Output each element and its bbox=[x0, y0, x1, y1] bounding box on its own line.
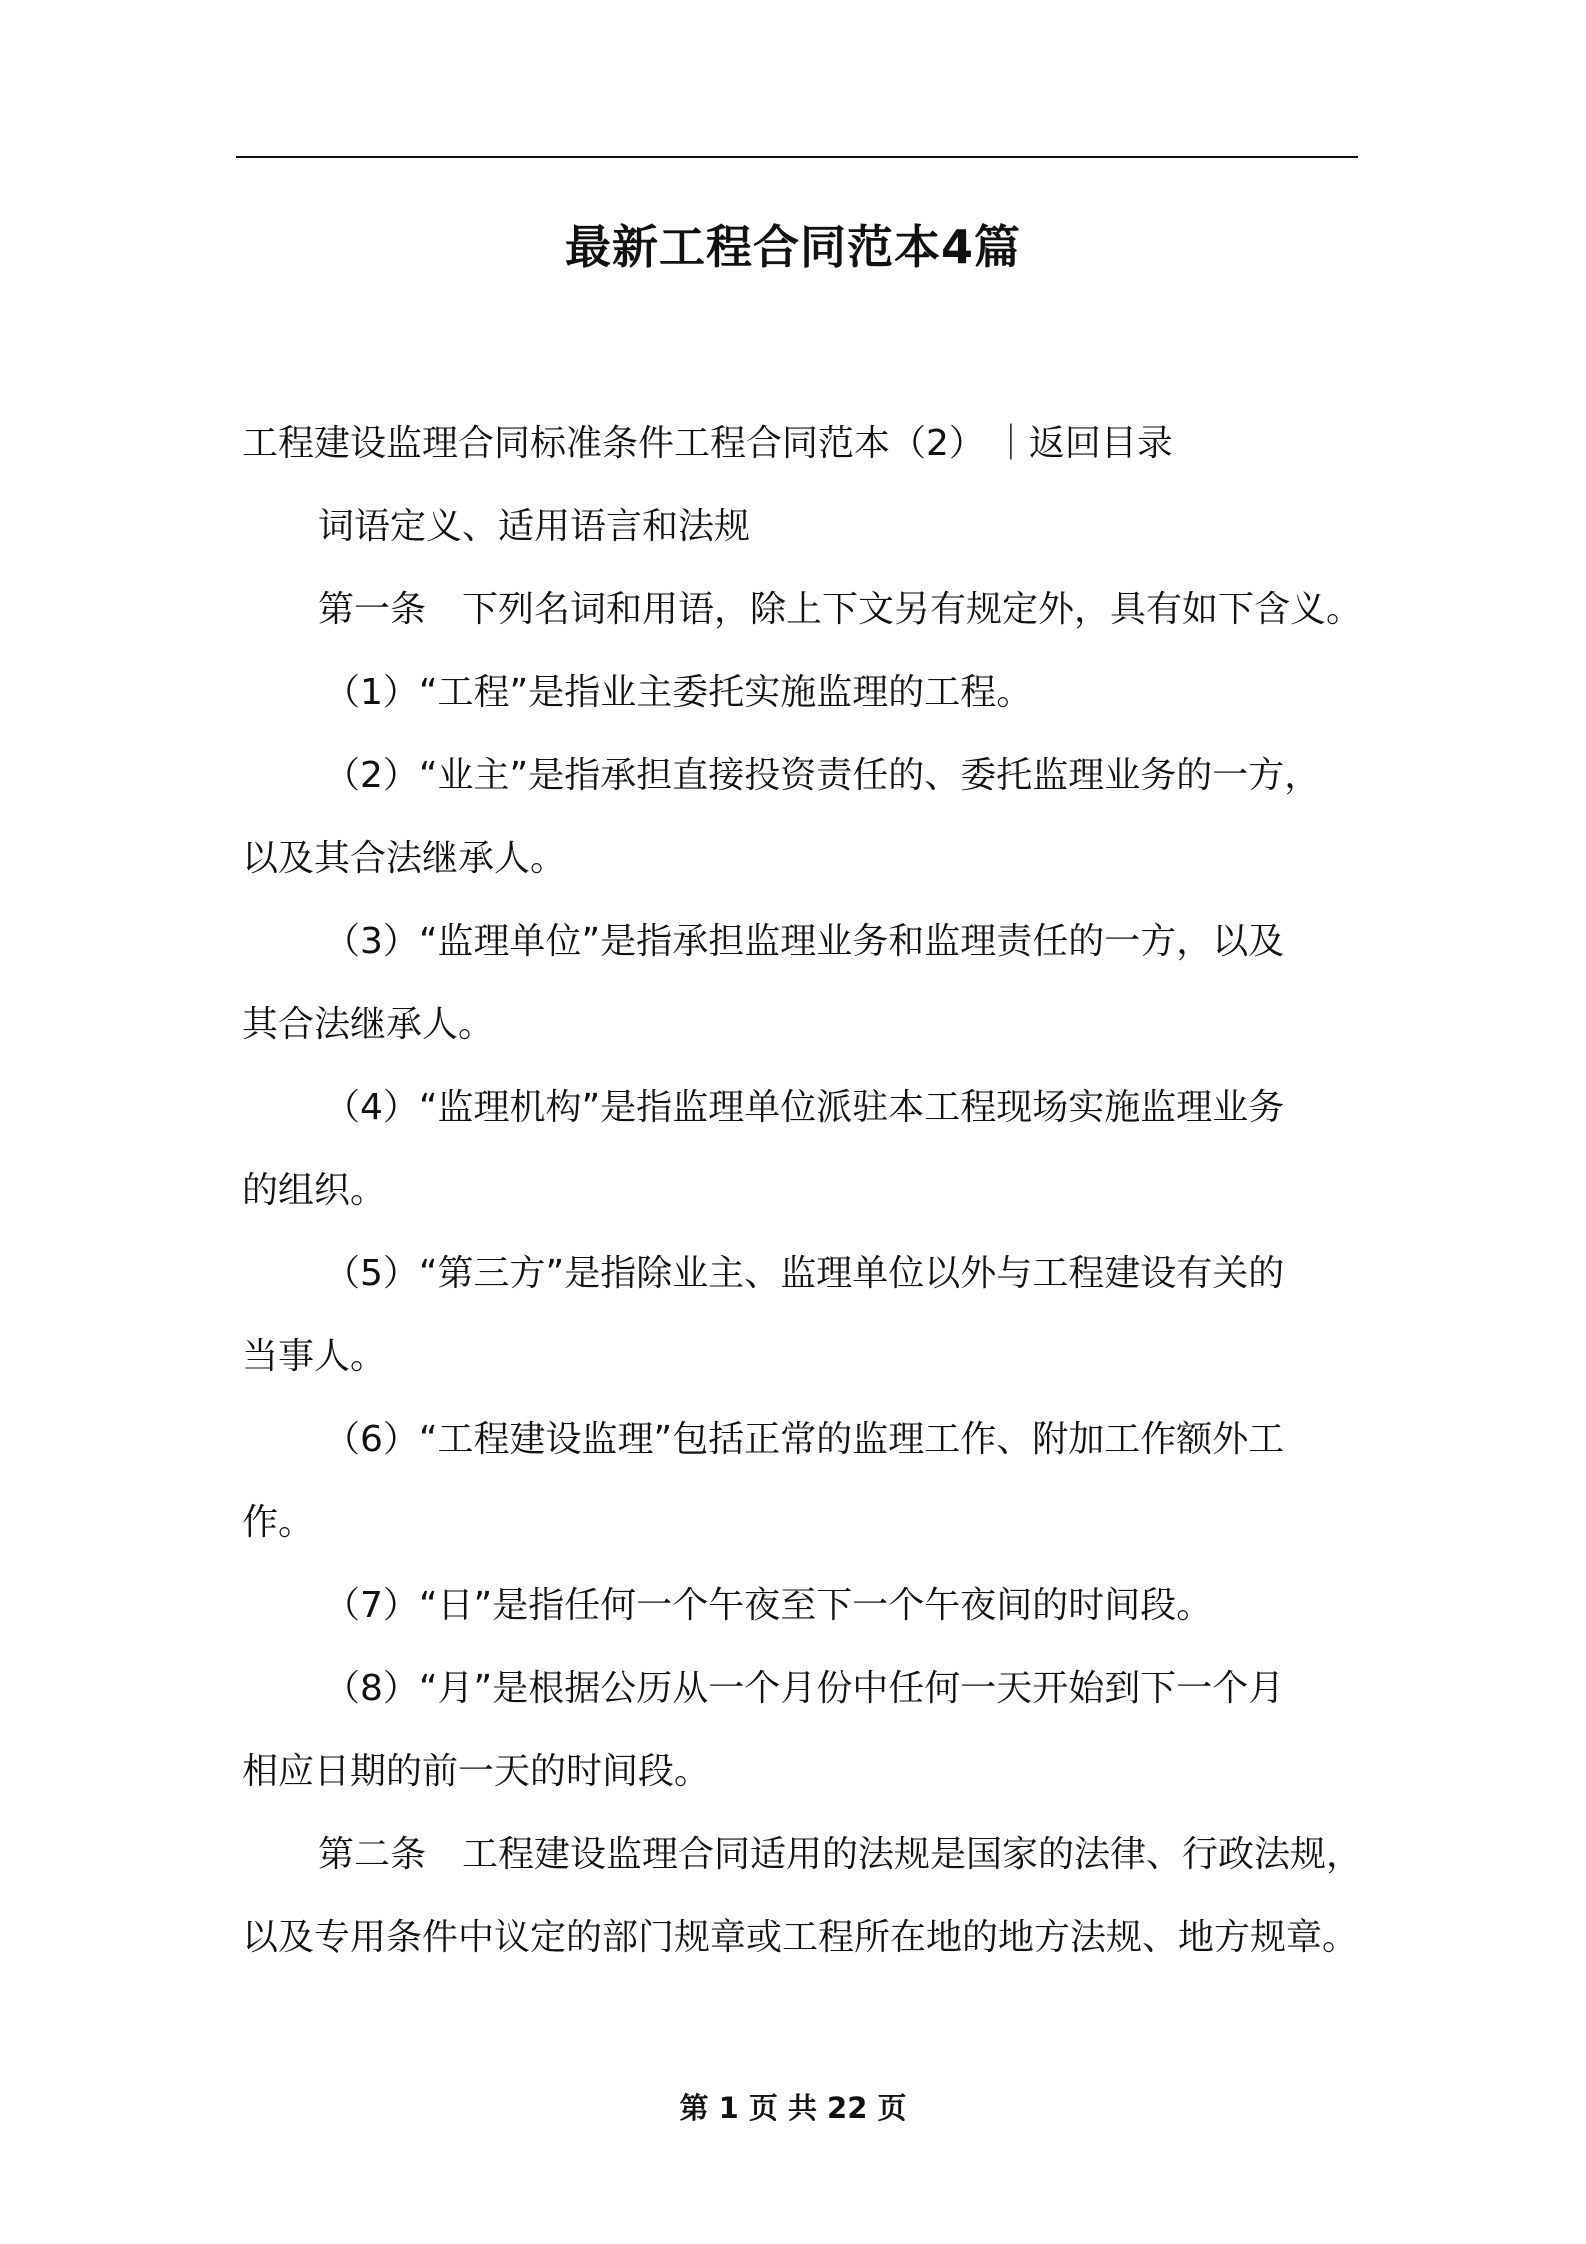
paragraph-line: 其合法继承人。 bbox=[242, 1004, 495, 1045]
back-to-contents-link[interactable]: 返回目录 bbox=[1028, 423, 1173, 464]
paragraph-line: 作。 bbox=[242, 1502, 315, 1543]
header-rule bbox=[236, 156, 1358, 158]
paragraph-line: （1）“工程”是指业主委托实施监理的工程。 bbox=[324, 672, 1033, 713]
paragraph-line: （4）“监理机构”是指监理单位派驻本工程现场实施监理业务 bbox=[324, 1087, 1285, 1128]
paragraph-line: （2）“业主”是指承担直接投资责任的、委托监理业务的一方， bbox=[324, 755, 1321, 796]
paragraph-line: 以及其合法继承人。 bbox=[242, 838, 567, 879]
section-heading-line bbox=[242, 402, 1354, 485]
paragraph-line: 词语定义、适用语言和法规 bbox=[318, 506, 751, 547]
page-number: 第 1 页 共 22 页 bbox=[679, 2091, 907, 2125]
paragraph-line: 第一条 下列名词和用语，除上下文另有规定外，具有如下含义。 bbox=[318, 589, 1363, 630]
paragraph-line: （3）“监理单位”是指承担监理业务和监理责任的一方，以及 bbox=[324, 921, 1285, 962]
document-body bbox=[242, 402, 1363, 1979]
paragraph-line: （8）“月”是根据公历从一个月份中任何一天开始到下一个月 bbox=[324, 1668, 1285, 1709]
paragraph-line: （5）“第三方”是指除业主、监理单位以外与工程建设有关的 bbox=[324, 1253, 1285, 1294]
paragraph-line: 相应日期的前一天的时间段。 bbox=[242, 1751, 711, 1792]
paragraph-line: 当事人。 bbox=[242, 1336, 387, 1377]
paragraph-line: 第二条 工程建设监理合同适用的法规是国家的法律、行政法规， bbox=[318, 1834, 1363, 1875]
paragraph-line: （6）“工程建设监理”包括正常的监理工作、附加工作额外工 bbox=[324, 1419, 1285, 1460]
paragraph-line: （7）“日”是指任何一个午夜至下一个午夜间的时间段。 bbox=[324, 1585, 1213, 1626]
heading-separator: ｜ bbox=[992, 423, 1029, 464]
paragraph-line: 以及专用条件中议定的部门规章或工程所在地的地方法规、地方规章。 bbox=[242, 1917, 1359, 1958]
section-heading: 工程建设监理合同标准条件工程合同范本（2） bbox=[242, 423, 985, 464]
paragraph-line: 的组织。 bbox=[242, 1170, 387, 1211]
document-title: 最新工程合同范本4篇 bbox=[564, 220, 1021, 274]
